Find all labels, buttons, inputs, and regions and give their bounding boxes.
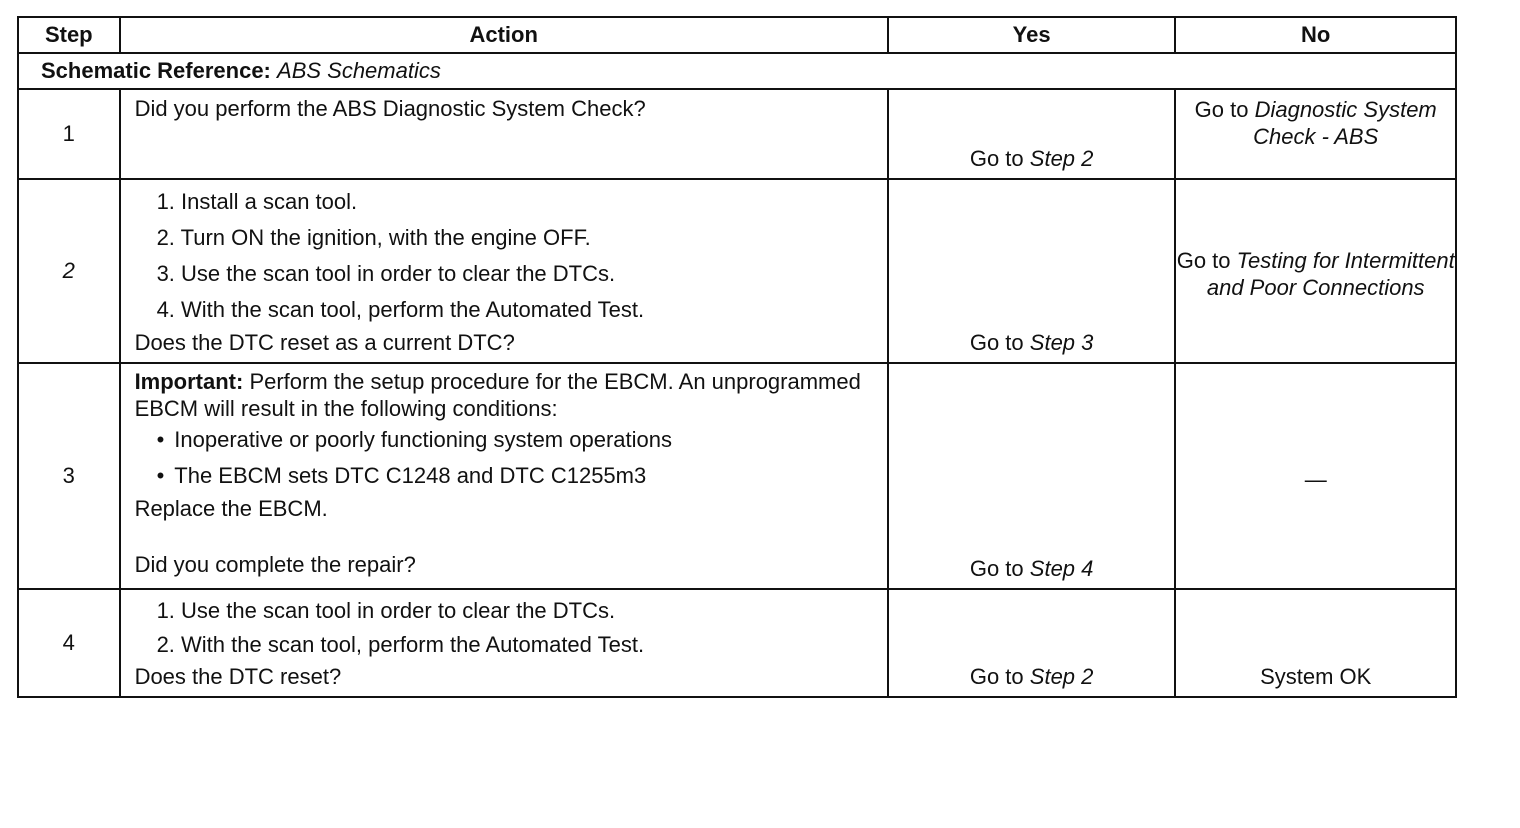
no-cell <box>1175 589 1456 697</box>
yes-link[interactable]: Step 2 <box>1029 664 1094 689</box>
yes-cell <box>888 363 1176 589</box>
list-item: 1. Use the scan tool in order to clear the DTCs. <box>156 598 616 623</box>
yes-prefix: Go to <box>969 330 1024 355</box>
yes-cell <box>888 89 1176 179</box>
action-cell <box>120 89 888 179</box>
diagnostic-table <box>17 16 1457 698</box>
table-row <box>18 589 1456 697</box>
instruction: Replace the EBCM. <box>134 496 328 521</box>
list-item: • The EBCM sets DTC C1248 and DTC C1255m3 <box>157 458 879 494</box>
action-steps-list <box>135 184 879 328</box>
no-result: System OK <box>1260 664 1372 689</box>
schematic-reference <box>18 53 1456 89</box>
schematic-row <box>18 53 1456 89</box>
header-no: No <box>1175 17 1456 53</box>
step-number: 4 <box>18 589 120 697</box>
table-row <box>18 363 1456 589</box>
table-header-row <box>18 17 1456 53</box>
question: Does the DTC reset as a current DTC? <box>134 330 515 355</box>
yes-prefix: Go to <box>969 556 1024 581</box>
no-prefix: Go to <box>1176 248 1231 273</box>
no-cell <box>1175 179 1456 363</box>
no-dash: — <box>1304 466 1327 492</box>
question: Did you complete the repair? <box>134 552 416 577</box>
yes-link[interactable]: Step 3 <box>1029 330 1094 355</box>
no-link[interactable]: Testing for Intermittent and Poor Connections <box>1206 248 1455 300</box>
list-item: 3. Use the scan tool in order to clear the DTCs. <box>156 261 616 286</box>
question: Did you perform the ABS Diagnostic System Check? <box>134 96 646 121</box>
list-item: 1. Install a scan tool. <box>156 189 358 214</box>
conditions-list <box>135 422 879 494</box>
table-row <box>18 89 1456 179</box>
schematic-label: Schematic Reference: <box>41 58 271 83</box>
step-number-text: 2 <box>62 258 75 283</box>
header-action: Action <box>120 17 888 53</box>
list-item: 2. Turn ON the ignition, with the engine OFF. <box>156 225 591 250</box>
step-number: 1 <box>18 89 120 179</box>
step-number <box>18 179 120 363</box>
yes-cell <box>888 179 1176 363</box>
question: Does the DTC reset? <box>134 664 342 689</box>
no-prefix: Go to <box>1194 97 1249 122</box>
list-item: 4. With the scan tool, perform the Automated Test. <box>156 297 645 322</box>
action-cell <box>120 589 888 697</box>
header-yes: Yes <box>888 17 1176 53</box>
action-steps-list <box>135 594 879 662</box>
no-link[interactable]: Diagnostic System Check - ABS <box>1253 97 1437 149</box>
table-row <box>18 179 1456 363</box>
yes-prefix: Go to <box>969 664 1024 689</box>
important-note <box>135 368 879 422</box>
yes-link[interactable]: Step 2 <box>1029 146 1094 171</box>
no-cell <box>1175 363 1456 589</box>
important-label: Important: <box>134 369 244 394</box>
action-cell <box>120 179 888 363</box>
yes-cell <box>888 589 1176 697</box>
list-item: 2. With the scan tool, perform the Automated Test. <box>156 632 645 657</box>
list-item: • Inoperative or poorly functioning system operations <box>157 422 879 458</box>
schematic-link[interactable]: ABS Schematics <box>277 58 441 83</box>
action-cell <box>120 363 888 589</box>
yes-prefix: Go to <box>969 146 1024 171</box>
header-step: Step <box>18 17 120 53</box>
yes-link[interactable]: Step 4 <box>1029 556 1094 581</box>
no-cell <box>1175 89 1456 179</box>
important-text: Perform the setup procedure for the EBCM. An unprogrammed EBCM will result in the following conditions: <box>134 369 861 421</box>
step-number: 3 <box>18 363 120 589</box>
